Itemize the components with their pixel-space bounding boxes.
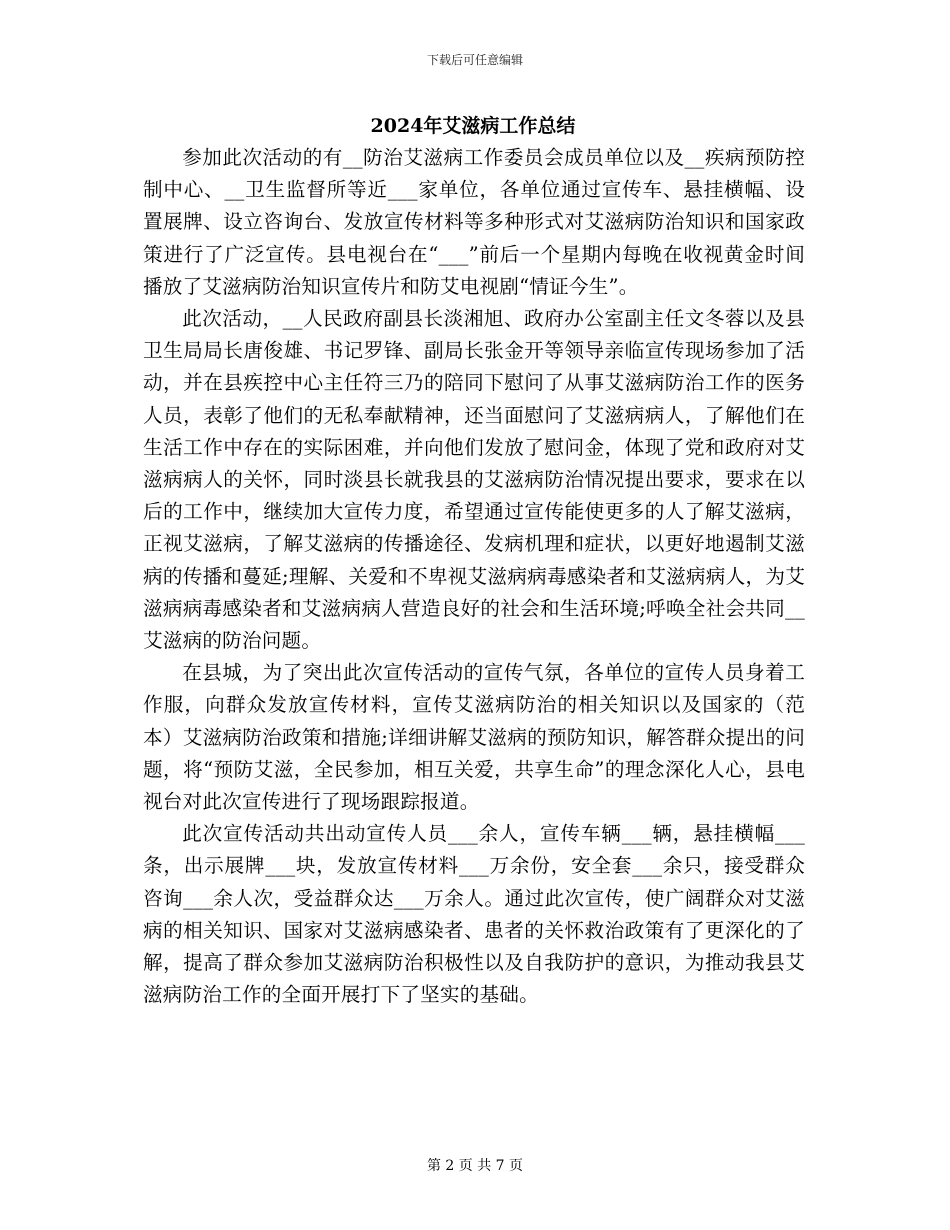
document-title: 2024年艾滋病工作总结 <box>370 115 576 137</box>
paragraph-county-promotion: 在县城，为了突出此次宣传活动的宣传气氛，各单位的宣传人员身着工作服，向群众发放宣传材料，宣传艾滋病防治的相关知识以及国家的（范本）艾滋病防治政策和措施;详细讲解艾滋病的预防知识，解答群众提出的问题，将“预防艾滋，全民参加，相互关爱，共享生命”的理念深化人心，县电视台对此次宣传进行了现场跟踪报道。 <box>143 661 805 814</box>
page-number-footer: 第 2 页 共 7 页 <box>426 1158 524 1174</box>
page-header-note: 下载后可任意编辑 <box>426 53 523 67</box>
paragraph-leadership-visit: 此次活动，__人民政府副县长淡湘旭、政府办公室副主任文冬蓉以及县卫生局局长唐俊雄、书记罗锋、副局长张金开等领导亲临宣传现场参加了活动，并在县疾控中心主任符三乃的陪同下慰问了从事艾滋病防治工作的医务人员，表彰了他们的无私奉献精神，还当面慰问了艾滋病病人，了解他们在生活工作中存在的实际困难，并向他们发放了慰问金，体现了党和政府对艾滋病病人的关怀，同时淡县长就我县的艾滋病防治情况提出要求，要求在以后的工作中，继续加大宣传力度，希望通过宣传能使更多的人了解艾滋病，正视艾滋病，了解艾滋病的传播途径、发病机理和症状，以更好地遏制艾滋病的传播和蔓延;理解、关爱和不卑视艾滋病病毒感染者和艾滋病病人，为艾滋病病毒感染者和艾滋病病人营造良好的社会和生活环境;呼唤全社会共同__艾滋病的防治问题。 <box>143 307 805 653</box>
paragraph-activity-participants: 参加此次活动的有__防治艾滋病工作委员会成员单位以及__疾病预防控制中心、__卫生监督所等近___家单位，各单位通过宣传车、悬挂横幅、设置展牌、设立咨询台、发放宣传材料等多种形式对艾滋病防治知识和国家政策进行了广泛宣传。县电视台在“___”前后一个星期内每晚在收视黄金时间播放了艾滋病防治知识宣传片和防艾电视剧“情证今生”。 <box>143 146 805 298</box>
document-body <box>143 142 805 1011</box>
paragraph-activity-results: 此次宣传活动共出动宣传人员___余人，宣传车辆___辆，悬挂横幅___条，出示展牌___块，发放宣传材料___万余份，安全套___余只，接受群众咨询___余人次，受益群众达___万余人。通过此次宣传，使广阔群众对艾滋病的相关知识、国家对艾滋病感染者、患者的关怀救治政策有了更深化的了解，提高了群众参加艾滋病防治积极性以及自我防护的意识，为推动我县艾滋病防治工作的全面开展打下了坚实的基础。 <box>143 822 805 1007</box>
